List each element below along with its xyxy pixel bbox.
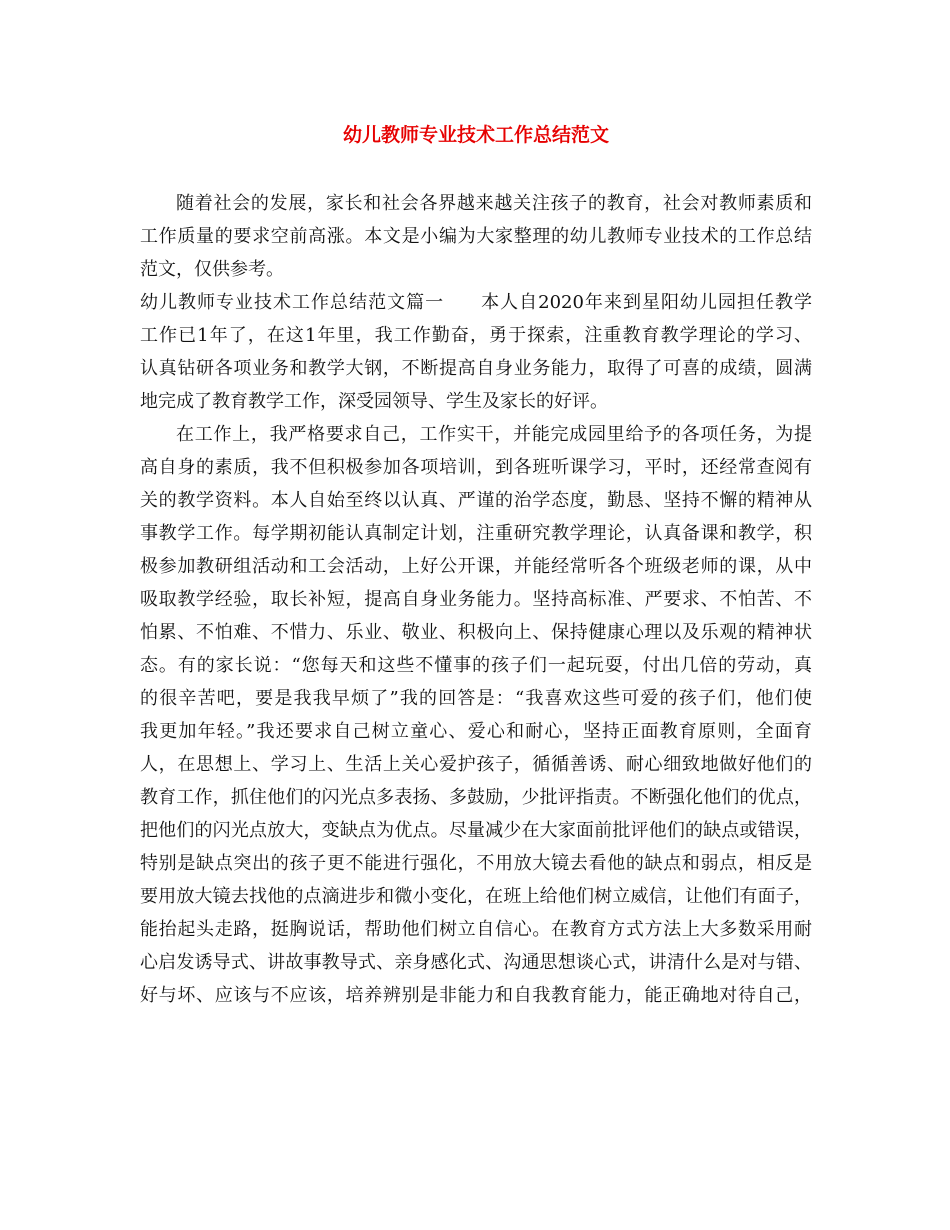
paragraph-line: 极参加教研组活动和工会活动，上好公开课，并能经常听各个班级老师的课，从中	[140, 556, 812, 577]
document-body	[140, 187, 812, 1012]
paragraph-line: 工作已1年了，在这1年里，我工作勤奋，勇于探索，注重教育教学理论的学习、	[140, 325, 812, 346]
paragraph-line: 态。有的家长说：“您每天和这些不懂事的孩子们一起玩耍，付出几倍的劳动，真	[140, 655, 812, 676]
paragraph-line: 好与坏、应该与不应该，培养辨别是非能力和自我教育能力，能正确地对待自己，	[140, 985, 812, 1006]
paragraph-line: 范文，仅供参考。	[140, 259, 284, 280]
paragraph-line: 特别是缺点突出的孩子更不能进行强化，不用放大镜去看他的缺点和弱点，相反是	[140, 853, 812, 874]
paragraph-line: 关的教学资料。本人自始至终以认真、严谨的治学态度，勤恳、坚持不懈的精神从	[140, 490, 812, 511]
paragraph-line: 我更加年轻。”我还要求自己树立童心、爱心和耐心，坚持正面教育原则，全面育	[140, 721, 812, 742]
section-heading-line	[140, 286, 812, 319]
paragraph-line: 人，在思想上、学习上、生活上关心爱护孩子，循循善诱、耐心细致地做好他们的	[140, 754, 812, 775]
paragraph-line: 在工作上，我严格要求自己，工作实干，并能完成园里给予的各项任务，为提	[176, 424, 812, 445]
paragraph-line: 地完成了教育教学工作，深受园领导、学生及家长的好评。	[140, 391, 608, 412]
paragraph-line: 教育工作，抓住他们的闪光点多表扬、多鼓励，少批评指责。不断强化他们的优点，	[140, 787, 812, 808]
paragraph-line: 事教学工作。每学期初能认真制定计划，注重研究教学理论，认真备课和教学，积	[140, 523, 812, 544]
paragraph-line: 随着社会的发展，家长和社会各界越来越关注孩子的教育，社会对教师素质和	[176, 193, 812, 214]
paragraph-line: 认真钻研各项业务和教学大钢，不断提高自身业务能力，取得了可喜的成绩，圆满	[140, 358, 812, 379]
document-title: 幼儿教师专业技术工作总结范文	[342, 124, 609, 146]
paragraph-line: 工作质量的要求空前高涨。本文是小编为大家整理的幼儿教师专业技术的工作总结	[140, 226, 812, 247]
paragraph-line: 把他们的闪光点放大，变缺点为优点。尽量减少在大家面前批评他们的缺点或错误，	[140, 820, 812, 841]
paragraph-line: 的很辛苦吧，要是我我早烦了”我的回答是：“我喜欢这些可爱的孩子们，他们使	[140, 688, 812, 709]
section-heading: 幼儿教师专业技术工作总结范文篇一	[140, 292, 445, 313]
paragraph-line: 怕累、不怕难、不惜力、乐业、敬业、积极向上、保持健康心理以及乐观的精神状	[140, 622, 812, 643]
paragraph-line: 心启发诱导式、讲故事教导式、亲身感化式、沟通思想谈心式，讲清什么是对与错、	[140, 952, 812, 973]
paragraph-line: 吸取教学经验，取长补短，提高自身业务能力。坚持高标准、严要求、不怕苦、不	[140, 589, 812, 610]
paragraph-line: 要用放大镜去找他的点滴进步和微小变化，在班上给他们树立威信，让他们有面子，	[140, 886, 812, 907]
paragraph-text: 本人自2020年来到星阳幼儿园担任教学	[480, 292, 812, 313]
paragraph-line: 高自身的素质，我不但积极参加各项培训，到各班听课学习，平时，还经常查阅有	[140, 457, 812, 478]
paragraph-line: 能抬起头走路，挺胸说话，帮助他们树立自信心。在教育方式方法上大多数采用耐	[140, 919, 812, 940]
